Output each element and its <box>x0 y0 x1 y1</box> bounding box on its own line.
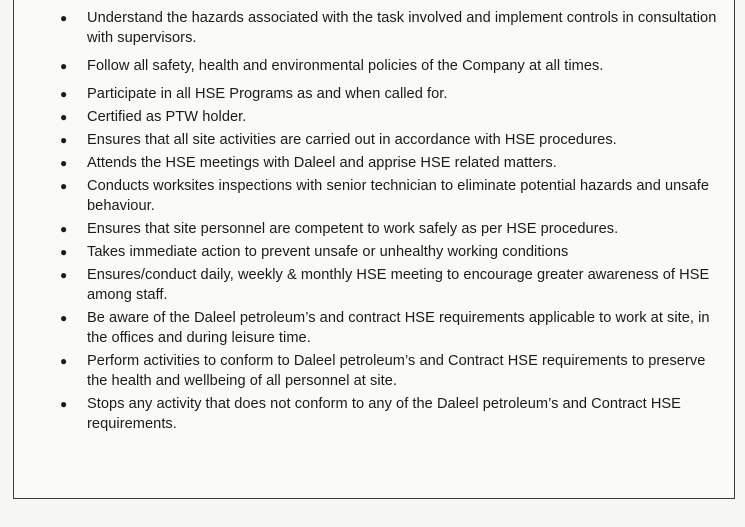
list-item-text: Perform activities to conform to Daleel petroleum’s and Contract HSE requirements to preserve the health and wellbeing of all personnel at site. <box>87 353 706 389</box>
list-item <box>14 130 734 150</box>
list-item-text: Takes immediate action to prevent unsafe or unhealthy working conditions <box>87 244 569 260</box>
list-item-text: Attends the HSE meetings with Daleel and apprise HSE related matters. <box>87 155 557 171</box>
list-item-text: Be aware of the Daleel petroleum’s and contract HSE requirements applicable to work at site, in the offices and during leisure time. <box>87 310 710 346</box>
bullet-icon: ● <box>60 397 68 411</box>
list-item-text: Ensures that site personnel are competent to work safely as per HSE procedures. <box>87 221 619 237</box>
bullet-icon: ● <box>60 11 68 25</box>
responsibilities-box <box>13 0 735 499</box>
list-item <box>14 351 734 391</box>
bullet-icon: ● <box>60 133 68 147</box>
list-item <box>14 153 734 173</box>
bullet-icon: ● <box>60 222 68 236</box>
bullet-icon: ● <box>60 268 68 282</box>
list-item <box>14 265 734 305</box>
bullet-icon: ● <box>60 110 68 124</box>
list-item <box>14 394 734 434</box>
list-item-text: Stops any activity that does not conform to any of the Daleel petroleum’s and Contract HSE requirements. <box>87 396 681 432</box>
list-item-text: Understand the hazards associated with the task involved and implement controls in consultation with supervisors. <box>87 10 717 46</box>
bullet-icon: ● <box>60 87 68 101</box>
list-item <box>14 107 734 127</box>
bullet-icon: ● <box>60 245 68 259</box>
list-item <box>14 219 734 239</box>
bullet-icon: ● <box>60 179 68 193</box>
bullet-icon: ● <box>60 311 68 325</box>
list-item <box>14 176 734 216</box>
bullet-icon: ● <box>60 354 68 368</box>
bullet-icon: ● <box>60 156 68 170</box>
list-item <box>14 8 734 48</box>
list-item-text: Follow all safety, health and environmental policies of the Company at all times. <box>87 58 604 74</box>
list-item-text: Participate in all HSE Programs as and when called for. <box>87 86 448 102</box>
list-item-text: Certified as PTW holder. <box>87 109 247 125</box>
list-item <box>14 308 734 348</box>
list-item-text: Ensures/conduct daily, weekly & monthly HSE meeting to encourage greater awareness of HSE among staff. <box>87 267 710 303</box>
list-item <box>14 242 734 262</box>
bullet-icon: ● <box>60 59 68 73</box>
responsibilities-list <box>14 8 734 437</box>
list-item <box>14 56 734 76</box>
list-item-text: Conducts worksites inspections with senior technician to eliminate potential hazards and unsafe behaviour. <box>87 178 710 214</box>
list-item <box>14 84 734 104</box>
list-item-text: Ensures that all site activities are carried out in accordance with HSE procedures. <box>87 132 617 148</box>
